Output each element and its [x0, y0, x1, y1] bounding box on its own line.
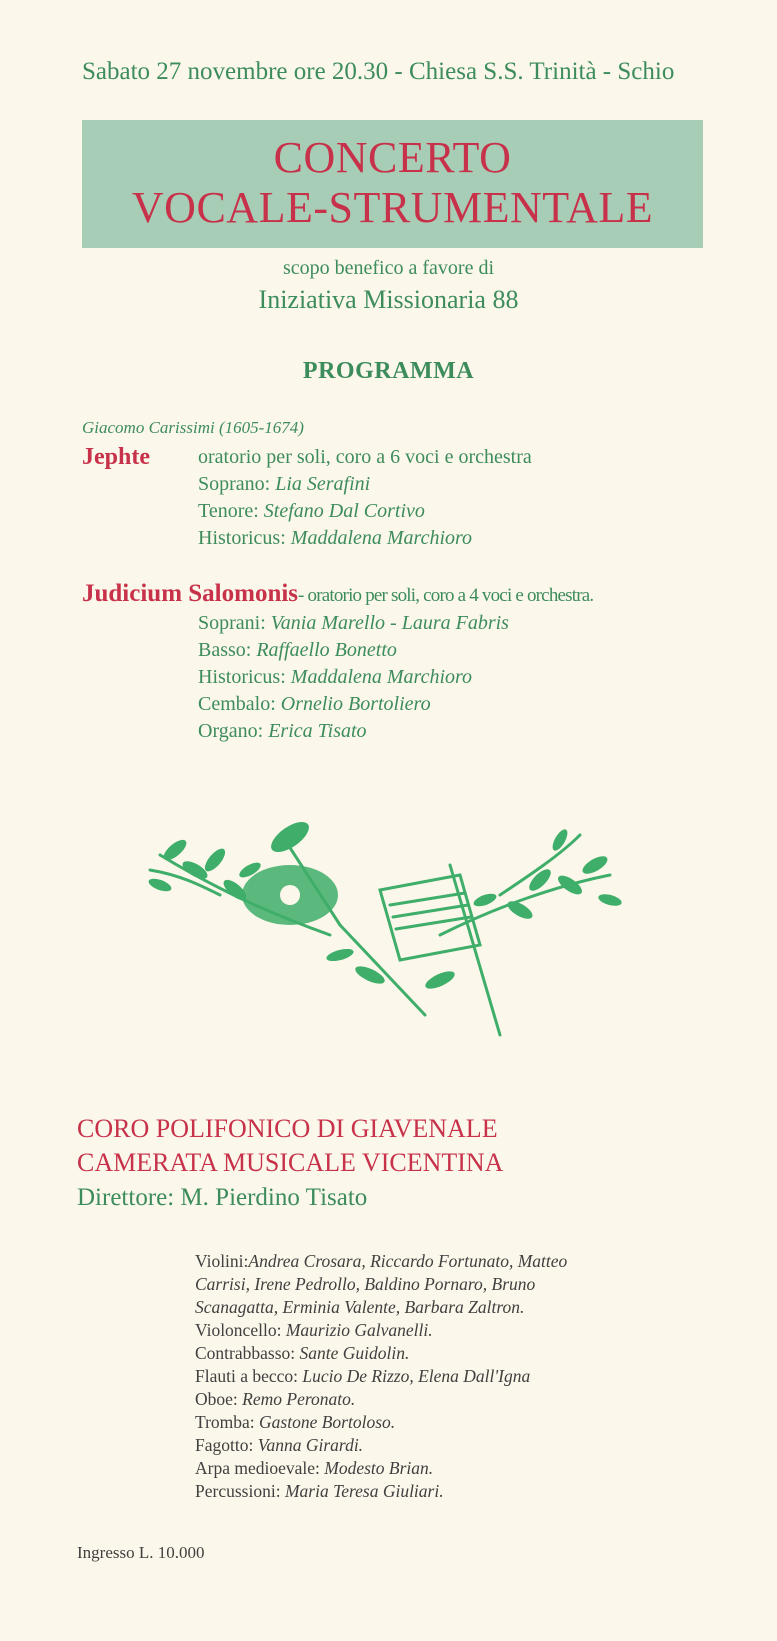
section-row: [195, 1319, 625, 1342]
composer-name: Giacomo Carissimi (1605-1674): [82, 418, 304, 437]
section-players: Maurizio Galvanelli.: [285, 1320, 433, 1340]
section-row: [195, 1365, 625, 1388]
work-title-judicium: Judicium Salomonis: [82, 580, 299, 607]
cast-role: Cembalo:: [198, 693, 276, 715]
ensembles: [77, 1112, 503, 1180]
section-role: Oboe:: [195, 1389, 238, 1409]
section-players: Vanna Girardi.: [257, 1435, 364, 1455]
musical-instruments-laurel-icon: [140, 815, 630, 1040]
cast-performer: Maddalena Marchioro: [290, 666, 473, 688]
violins-row-3: Scanagatta, Erminia Valente, Barbara Zaltron.: [195, 1297, 525, 1317]
cast-row: [198, 498, 472, 525]
orchestra-members: [195, 1250, 625, 1503]
work-title-jephte: Jephte: [82, 444, 150, 470]
section-row: [195, 1342, 625, 1365]
section-role: Arpa medioevale:: [195, 1458, 320, 1478]
section-players: Lucio De Rizzo, Elena Dall'Igna: [302, 1366, 531, 1386]
cast-performer: Lia Serafini: [275, 473, 371, 495]
violins-row-2: Carrisi, Irene Pedrollo, Baldino Pornaro, Bruno: [195, 1274, 536, 1294]
cast-list-judicium: [198, 610, 509, 745]
section-players: Gastone Bortoloso.: [259, 1412, 396, 1432]
violins-row-1: [195, 1250, 625, 1273]
section-role: Fagotto:: [195, 1435, 254, 1455]
section-row: [195, 1457, 625, 1480]
work-description-jephte: oratorio per soli, coro a 6 voci e orchestra: [198, 446, 532, 468]
section-role: Tromba:: [195, 1412, 255, 1432]
program-heading: PROGRAMMA: [302, 358, 475, 384]
cast-row: [198, 471, 472, 498]
cast-performer: Stefano Dal Cortivo: [263, 500, 425, 522]
cast-row: [198, 610, 509, 637]
ticket-price: Ingresso L. 10.000: [77, 1543, 205, 1562]
cast-performer: Erica Tisato: [268, 720, 367, 742]
cast-role: Tenore:: [198, 500, 259, 522]
work-heading-judicium: [82, 580, 593, 608]
cast-role: Organo:: [198, 720, 264, 742]
section-row: [195, 1480, 625, 1503]
section-row: [195, 1411, 625, 1434]
title-band: [82, 120, 703, 248]
beneficiary-organization: Iniziativa Missionaria 88: [258, 285, 519, 314]
section-players: Andrea Crosara, Riccardo Fortunato, Matteo: [248, 1251, 568, 1271]
orchestra-name: CAMERATA MUSICALE VICENTINA: [77, 1148, 504, 1177]
choir-name: CORO POLIFONICO DI GIAVENALE: [77, 1114, 498, 1143]
work-description-judicium: - oratorio per soli, coro a 4 voci e orchestra.: [298, 585, 594, 606]
cast-performer: Maddalena Marchioro: [290, 527, 473, 549]
section-row: [195, 1434, 625, 1457]
cast-role: Historicus:: [198, 666, 286, 688]
section-role: Flauti a becco:: [195, 1366, 299, 1386]
cast-row: [198, 718, 509, 745]
director-line: Direttore: M. Pierdino Tisato: [77, 1184, 368, 1211]
cast-row: [198, 691, 509, 718]
section-players: Remo Peronato.: [242, 1389, 356, 1409]
cast-role: Historicus:: [198, 527, 286, 549]
concert-title-line2: VOCALE-STRUMENTALE: [131, 183, 654, 232]
section-role: Percussioni:: [195, 1481, 281, 1501]
concert-title-line1: CONCERTO: [273, 133, 512, 182]
cast-performer: Vania Marello - Laura Fabris: [270, 612, 509, 634]
cast-row: [198, 664, 509, 691]
cast-list-jephte: [198, 471, 472, 552]
cast-row: [198, 525, 472, 552]
cast-performer: Ornelio Bortoliero: [280, 693, 431, 715]
section-row: [195, 1388, 625, 1411]
section-role: Violoncello:: [195, 1320, 282, 1340]
section-role: Contrabbasso:: [195, 1343, 296, 1363]
section-players: Modesto Brian.: [324, 1458, 434, 1478]
cast-role: Soprani:: [198, 612, 266, 634]
purpose-text: scopo benefico a favore di: [282, 257, 494, 279]
cast-role: Soprano:: [198, 473, 271, 495]
cast-row: [198, 637, 509, 664]
cast-role: Basso:: [198, 639, 252, 661]
section-role: Violini:: [195, 1251, 249, 1271]
section-players: Maria Teresa Giuliari.: [284, 1481, 444, 1501]
section-players: Sante Guidolin.: [299, 1343, 410, 1363]
event-date-location: Sabato 27 novembre ore 20.30 - Chiesa S.S. Trinità - Schio: [82, 58, 675, 85]
cast-performer: Raffaello Bonetto: [256, 639, 397, 661]
